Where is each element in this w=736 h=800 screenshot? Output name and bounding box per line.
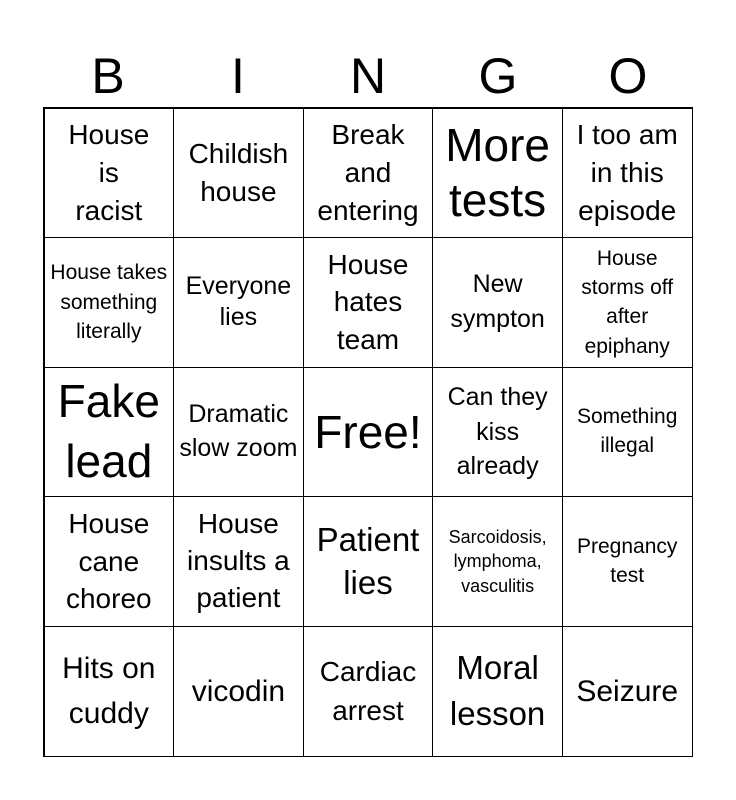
cell-label: More tests — [445, 118, 550, 226]
bingo-board — [43, 107, 693, 757]
cell-label: House storms off after epiphany — [581, 246, 674, 358]
bingo-cell[interactable] — [303, 626, 434, 757]
cell-label: Cardiac arrest — [319, 656, 417, 727]
bingo-cell[interactable] — [44, 367, 175, 498]
bingo-cell[interactable] — [44, 626, 175, 757]
bingo-cell[interactable] — [562, 626, 693, 757]
cell-label: Can they kiss already — [447, 383, 548, 481]
header-letter-i: I — [231, 48, 245, 104]
cell-label: House takes something literally — [50, 261, 168, 344]
cell-label: Everyone lies — [185, 272, 292, 332]
bingo-cell[interactable] — [173, 237, 304, 368]
bingo-cell[interactable] — [562, 108, 693, 239]
cell-label: New sympton — [450, 270, 545, 334]
bingo-cell[interactable] — [303, 237, 434, 368]
bingo-cell[interactable] — [562, 367, 693, 498]
cell-label: House hates team — [327, 248, 409, 356]
cell-label: Dramatic slow zoom — [179, 400, 298, 462]
bingo-cell[interactable] — [173, 367, 304, 498]
header-letter-g: G — [478, 48, 518, 104]
bingo-cell[interactable] — [562, 496, 693, 627]
cell-label: House cane choreo — [65, 507, 152, 615]
bingo-cell[interactable] — [303, 108, 434, 239]
bingo-cell[interactable] — [173, 626, 304, 757]
cell-label: Seizure — [576, 674, 679, 708]
cell-label: Hits on cuddy — [62, 652, 156, 731]
bingo-cell[interactable] — [44, 237, 175, 368]
cell-label: Fake lead — [57, 375, 160, 487]
bingo-cell[interactable] — [432, 237, 563, 368]
bingo-cell[interactable] — [173, 496, 304, 627]
header-letter-o: O — [608, 48, 648, 104]
bingo-cell[interactable] — [44, 108, 175, 239]
bingo-cell[interactable] — [432, 626, 563, 757]
bingo-cell[interactable] — [562, 237, 693, 368]
cell-label: Something illegal — [576, 405, 678, 457]
bingo-cell[interactable] — [303, 367, 434, 498]
bingo-cell[interactable] — [432, 367, 563, 498]
cell-label: Patient lies — [316, 520, 420, 601]
bingo-cell[interactable] — [173, 108, 304, 239]
bingo-cell[interactable] — [432, 108, 563, 239]
bingo-header — [43, 44, 693, 108]
cell-label: House insults a patient — [187, 508, 290, 614]
bingo-cell[interactable] — [44, 496, 175, 627]
header-letter-n: N — [349, 48, 387, 104]
cell-label: I too am in this episode — [576, 119, 678, 226]
cell-label: Free! — [314, 405, 422, 458]
cell-label: Childish house — [188, 138, 289, 207]
bingo-cell[interactable] — [432, 496, 563, 627]
cell-label: Moral lesson — [449, 649, 546, 733]
cell-label: House is racist — [68, 119, 150, 226]
bingo-cell[interactable] — [303, 496, 434, 627]
cell-label: Sarcoidosis, lymphoma, vasculitis — [448, 527, 547, 596]
cell-label: Pregnancy test — [576, 534, 678, 587]
cell-label: vicodin — [191, 674, 286, 708]
header-letter-b: B — [91, 48, 125, 104]
cell-label: Break and entering — [317, 119, 419, 226]
